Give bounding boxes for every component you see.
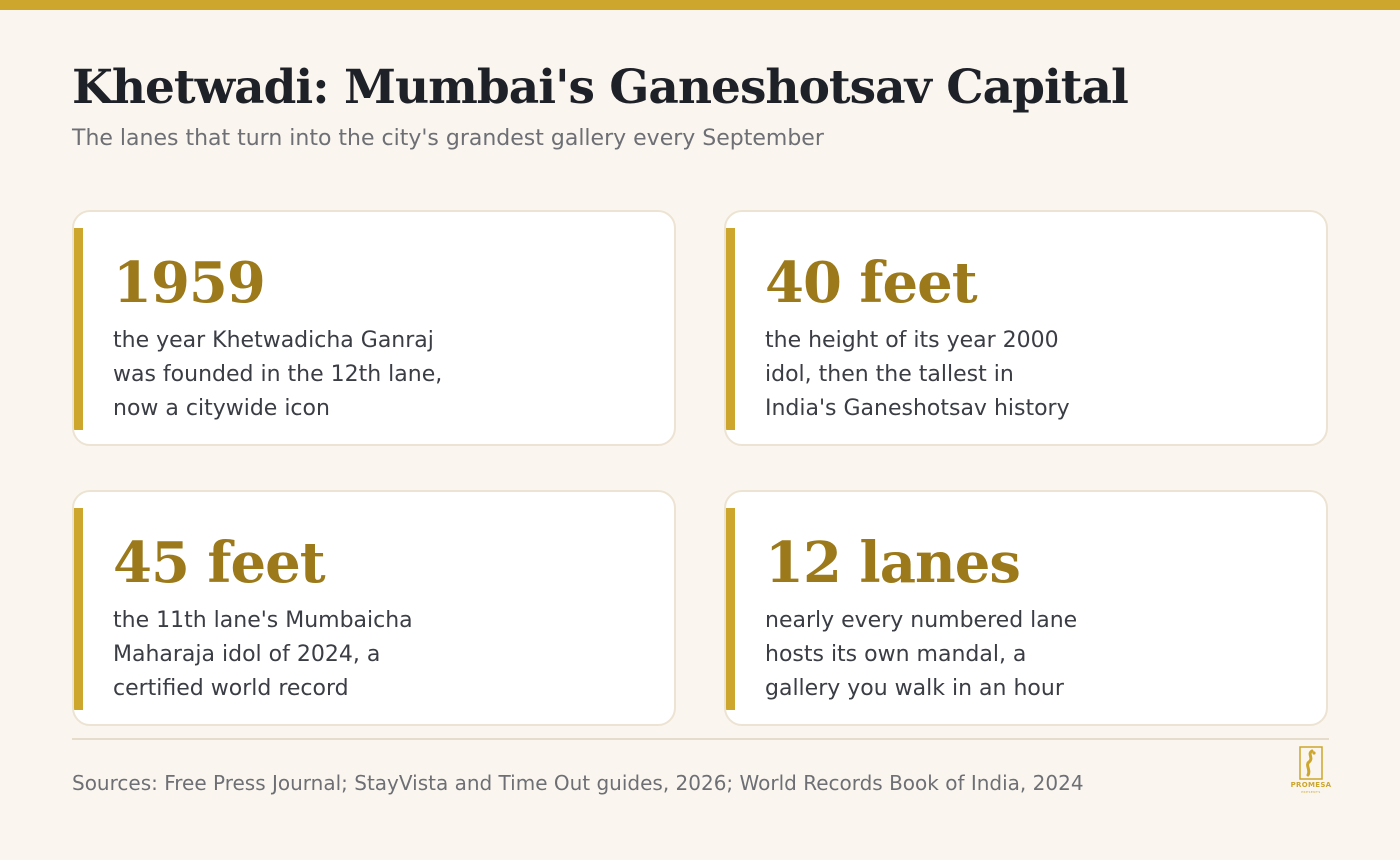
stat-value: 45 feet	[113, 530, 325, 596]
card-accent-bar	[726, 508, 735, 710]
card-accent-bar	[74, 508, 83, 710]
stat-value: 12 lanes	[765, 530, 1020, 596]
ganesha-trunk-icon	[1299, 746, 1323, 780]
page-title: Khetwadi: Mumbai's Ganeshotsav Capital	[72, 60, 1128, 115]
stat-card-lanes	[724, 490, 1328, 726]
description-line: India's Ganeshotsav history	[765, 396, 1070, 421]
description-line: the year Khetwadicha Ganraj	[113, 328, 434, 353]
description-line: hosts its own mandal, a	[765, 642, 1027, 667]
description-line: idol, then the tallest in	[765, 362, 1014, 387]
description-line: the 11th lane's Mumbaicha	[113, 608, 413, 633]
description-line: now a citywide icon	[113, 396, 330, 421]
description-line: the height of its year 2000	[765, 328, 1059, 353]
card-accent-bar	[726, 228, 735, 430]
sources-note: Sources: Free Press Journal; StayVista and Time Out guides, 2026; World Records Book of India, 2024	[72, 771, 1084, 795]
page-subtitle: The lanes that turn into the city's grandest gallery every September	[72, 126, 824, 151]
stat-card-founded	[72, 210, 676, 446]
stat-value: 1959	[113, 250, 265, 316]
footer-divider	[72, 738, 1329, 740]
stat-value: 40 feet	[765, 250, 977, 316]
stat-description	[765, 324, 1165, 426]
description-line: gallery you walk in an hour	[765, 676, 1064, 701]
logo-tagline: PRESENTS	[1301, 790, 1321, 794]
card-accent-bar	[74, 228, 83, 430]
stat-card-height-2000	[724, 210, 1328, 446]
top-accent-bar	[0, 0, 1400, 10]
stat-description	[765, 604, 1165, 706]
stat-description	[113, 604, 513, 706]
stat-card-height-2024	[72, 490, 676, 726]
stat-description	[113, 324, 513, 426]
logo-name: PROMESA	[1290, 781, 1332, 789]
description-line: certified world record	[113, 676, 349, 701]
brand-logo	[1290, 746, 1332, 796]
description-line: was founded in the 12th lane,	[113, 362, 443, 387]
description-line: Maharaja idol of 2024, a	[113, 642, 381, 667]
description-line: nearly every numbered lane	[765, 608, 1078, 633]
